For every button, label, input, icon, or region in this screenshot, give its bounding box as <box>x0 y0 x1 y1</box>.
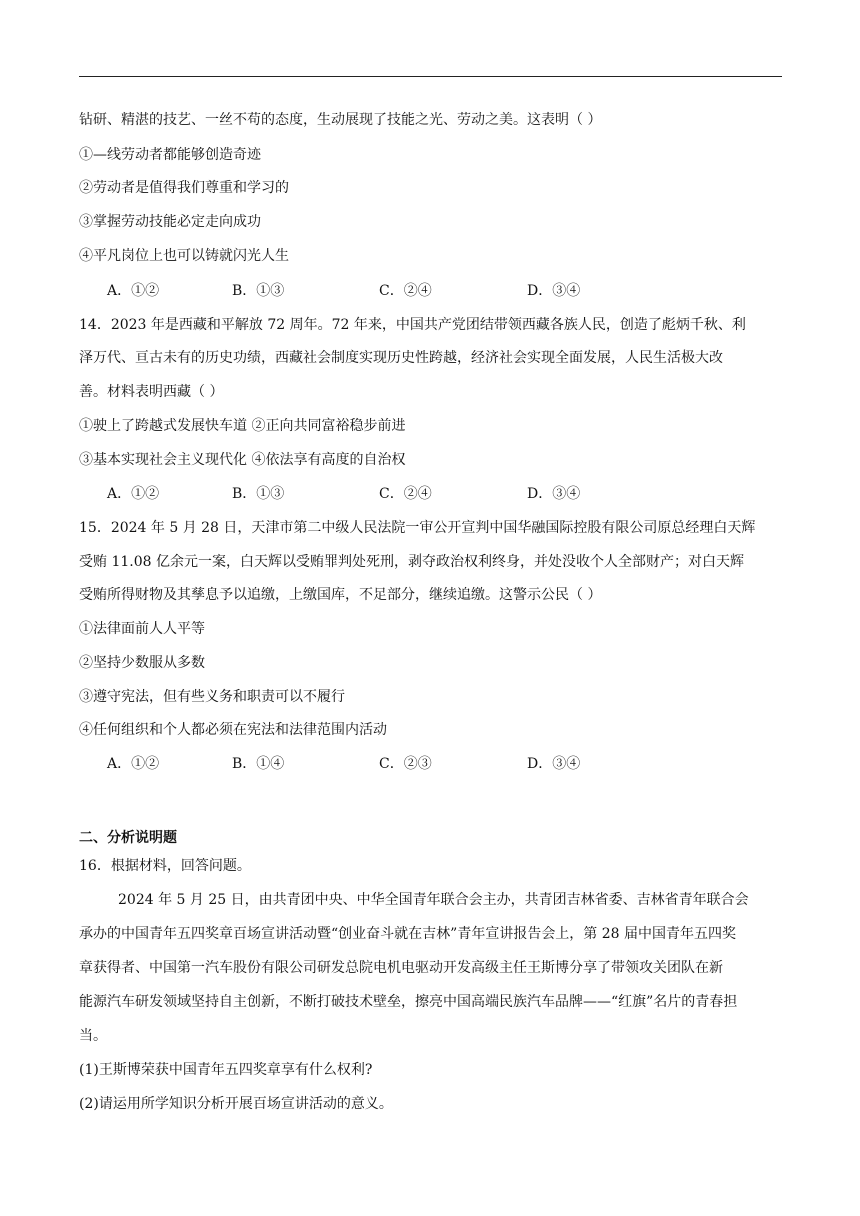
q13-option-c[interactable]: C．②④ <box>379 283 432 299</box>
q15-option-d[interactable]: D．③④ <box>527 756 581 772</box>
q13-item-3: ③掌握劳动技能必定走向成功 <box>79 214 261 230</box>
q13-option-a[interactable]: A．①② <box>107 283 160 299</box>
q16-material-line-2: 承办的中国青年五四奖章百场宣讲活动暨“创业奋斗就在吉林”青年宣讲报告会上，第 28 届中国青年五四奖 <box>79 926 737 942</box>
q14-option-a[interactable]: A．①② <box>107 486 160 502</box>
section-heading: 二、分析说明题 <box>79 830 177 846</box>
q15-item-1: ①法律面前人人平等 <box>79 621 205 637</box>
q14-stem-line-3: 善。材料表明西藏（ ） <box>79 384 224 400</box>
q15-item-3: ③遵守宪法，但有些义务和职责可以不履行 <box>79 689 345 705</box>
q16-question-1: (1)王斯博荣获中国青年五四奖章享有什么权利? <box>79 1062 373 1078</box>
q13-item-2: ②劳动者是值得我们尊重和学习的 <box>79 180 289 196</box>
q13-stem-tail: 钻研、精湛的技艺、一丝不苟的态度，生动展现了技能之光、劳动之美。这表明（ ） <box>79 112 602 128</box>
header-rule <box>79 76 782 77</box>
q15-stem-line-3: 受贿所得财物及其孳息予以追缴，上缴国库，不足部分，继续追缴。这警示公民（ ） <box>79 587 602 603</box>
q13-option-d[interactable]: D．③④ <box>527 283 581 299</box>
q15-stem-line-2: 受贿 11.08 亿余元一案，白天辉以受贿罪判处死刑，剥夺政治权利终身，并处没收个人全部财产；对白天辉 <box>79 554 744 570</box>
q13-item-4: ④平凡岗位上也可以铸就闪光人生 <box>79 248 289 264</box>
q15-option-a[interactable]: A．①② <box>107 756 160 772</box>
q16-material-line-5: 当。 <box>79 1028 107 1044</box>
q15-option-c[interactable]: C．②③ <box>379 756 432 772</box>
q14-option-b[interactable]: B．①③ <box>232 486 285 502</box>
q16-intro: 16．根据材料，回答问题。 <box>79 858 251 874</box>
q15-option-b[interactable]: B．①④ <box>232 756 285 772</box>
q16-question-2: (2)请运用所学知识分析开展百场宣讲活动的意义。 <box>79 1096 393 1112</box>
q13-item-1: ①—线劳动者都能够创造奇迹 <box>79 147 261 163</box>
q14-option-c[interactable]: C．②④ <box>379 486 432 502</box>
q16-material-line-1: 2024 年 5 月 25 日，由共青团中央、中华全国青年联合会主办，共青团吉林省委、吉林省青年联合会 <box>118 892 749 908</box>
q16-material-line-3: 章获得者、中国第一汽车股份有限公司研发总院电机电驱动开发高级主任王斯博分享了带领攻关团队在新 <box>79 960 723 976</box>
q14-items-row-1: ①驶上了跨越式发展快车道 ②正向共同富裕稳步前进 <box>79 418 406 434</box>
q15-stem-line-1: 15．2024 年 5 月 28 日，天津市第二中级人民法院一审公开宣判中国华融国际控股有限公司原总经理白天辉 <box>79 520 756 536</box>
q15-item-2: ②坚持少数服从多数 <box>79 655 205 671</box>
q14-items-row-2: ③基本实现社会主义现代化 ④依法享有高度的自治权 <box>79 452 406 468</box>
q14-option-d[interactable]: D．③④ <box>527 486 581 502</box>
q15-item-4: ④任何组织和个人都必须在宪法和法律范围内活动 <box>79 722 387 738</box>
q13-option-b[interactable]: B．①③ <box>232 283 285 299</box>
q16-material-line-4: 能源汽车研发领域坚持自主创新，不断打破技术壁垒，擦亮中国高端民族汽车品牌——“红旗”名片的青春担 <box>79 994 738 1010</box>
q14-stem-line-2: 泽万代、亘古未有的历史功绩，西藏社会制度实现历史性跨越，经济社会实现全面发展，人民生活极大改 <box>79 350 723 366</box>
q14-stem-line-1: 14．2023 年是西藏和平解放 72 周年。72 年来，中国共产党团结带领西藏各族人民，创造了彪炳千秋、利 <box>79 317 746 333</box>
